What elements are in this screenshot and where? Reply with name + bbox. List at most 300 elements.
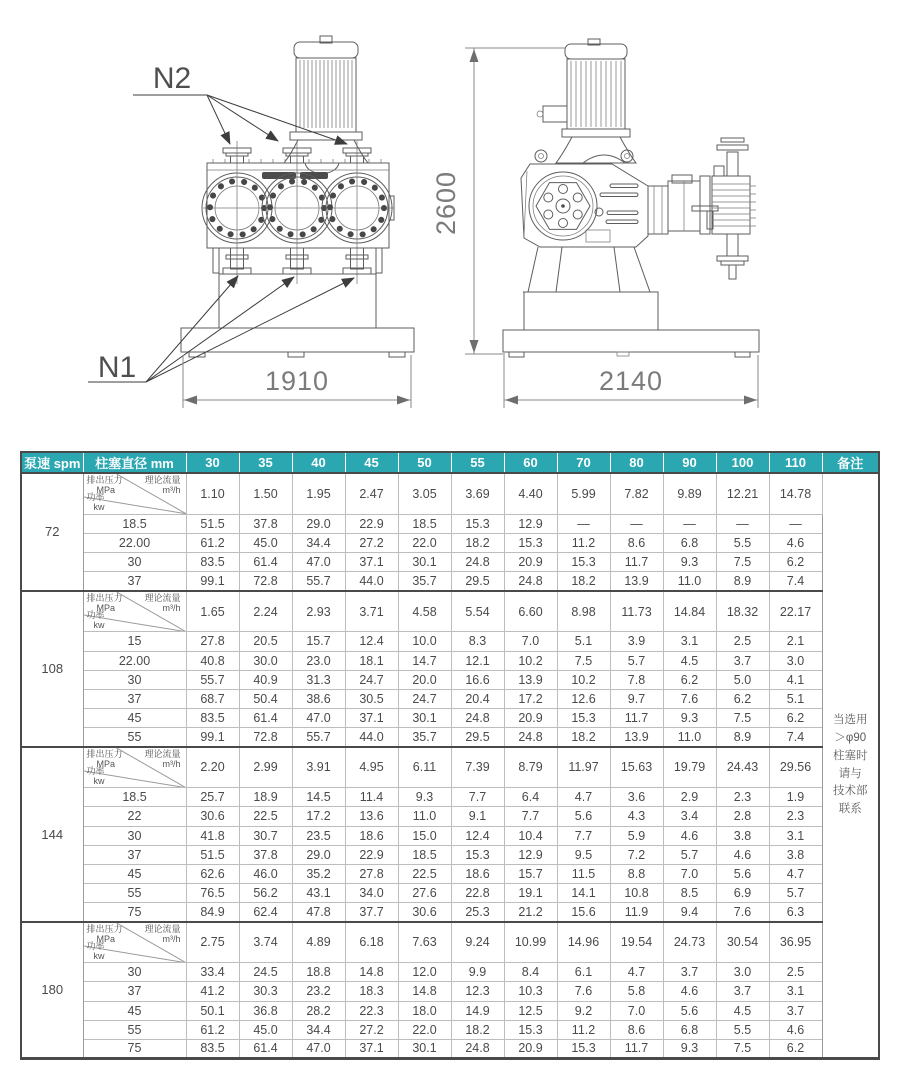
power-value: 15.7 [292,632,345,651]
power-value: 5.1 [557,632,610,651]
corner-header-cell [83,747,186,788]
power-value: 51.5 [186,514,239,533]
power-value: 36.8 [239,1001,292,1020]
power-row [21,708,879,727]
power-value: 4.6 [769,533,822,552]
power-value: 2.3 [769,807,822,826]
flow-value: 7.82 [610,473,663,514]
power-value: 34.4 [292,1020,345,1039]
power-value: 30.1 [398,708,451,727]
power-value: 11.2 [557,1020,610,1039]
power-value: 12.9 [504,845,557,864]
power-row [21,1039,879,1058]
power-value: 6.2 [663,670,716,689]
power-value: 12.9 [504,514,557,533]
power-value: 14.8 [345,963,398,982]
power-value: 11.5 [557,864,610,883]
power-value: 35.7 [398,572,451,591]
pressure-cell: 45 [83,1001,186,1020]
power-value: 11.7 [610,1039,663,1058]
power-value: 11.0 [663,727,716,746]
power-value: 9.1 [451,807,504,826]
discharge-pressure-label: 排出压力 MPa [86,475,123,496]
power-value: 12.4 [451,826,504,845]
flow-value: 5.54 [451,591,504,632]
power-value: 46.0 [239,864,292,883]
dimension-front-width [183,355,411,408]
power-value: 3.1 [769,982,822,1001]
power-value: 29.5 [451,727,504,746]
power-value: 29.0 [292,845,345,864]
side-view-drawing [503,39,759,357]
power-value: 18.0 [398,1001,451,1020]
power-value: 6.1 [557,963,610,982]
pump-speed-cell: 144 [21,747,83,922]
power-value: 15.3 [504,533,557,552]
flow-row [21,591,879,632]
power-value: 5.6 [557,807,610,826]
power-value: 31.3 [292,670,345,689]
pump-spec-table [20,451,880,1060]
power-value: 8.9 [716,727,769,746]
power-value: 2.9 [663,788,716,807]
power-value: 5.0 [716,670,769,689]
dim-2140-label: 2140 [598,366,664,396]
power-value: 37.1 [345,708,398,727]
col-header-remark: 备注 [822,452,879,473]
power-value: 9.3 [663,552,716,571]
power-value: 13.9 [610,727,663,746]
power-value: 40.8 [186,651,239,670]
flow-value: 3.91 [292,747,345,788]
power-value: 22.5 [239,807,292,826]
power-value: 83.5 [186,1039,239,1058]
power-value: 6.2 [769,708,822,727]
power-value: 4.6 [769,1020,822,1039]
power-value: 6.2 [769,552,822,571]
power-value: 7.8 [610,670,663,689]
power-row [21,727,879,746]
power-value: 12.6 [557,689,610,708]
pressure-cell: 45 [83,864,186,883]
power-value: 23.5 [292,826,345,845]
power-value: 15.3 [451,514,504,533]
remark-line: 技术部 [833,785,868,798]
power-value: 23.2 [292,982,345,1001]
power-value: — [663,514,716,533]
pressure-cell: 30 [83,670,186,689]
flow-value: 24.73 [663,922,716,963]
power-value: 45.0 [239,533,292,552]
flow-value: 2.75 [186,922,239,963]
power-value: 44.0 [345,572,398,591]
power-value: 20.4 [451,689,504,708]
flow-value: 14.84 [663,591,716,632]
power-value: 11.4 [345,788,398,807]
power-value: 15.3 [557,708,610,727]
power-value: 18.5 [398,845,451,864]
power-value: 2.3 [716,788,769,807]
power-value: 24.8 [451,552,504,571]
power-value: 28.2 [292,1001,345,1020]
power-value: 51.5 [186,845,239,864]
power-value: 9.3 [398,788,451,807]
power-value: 21.2 [504,902,557,921]
power-value: 22.0 [398,1020,451,1039]
power-value: 15.3 [557,1039,610,1058]
pressure-cell: 75 [83,902,186,921]
power-value: 61.2 [186,1020,239,1039]
power-value: 68.7 [186,689,239,708]
pressure-cell: 45 [83,708,186,727]
power-value: 13.6 [345,807,398,826]
pressure-cell: 22 [83,807,186,826]
power-value: 41.2 [186,982,239,1001]
power-value: 8.4 [504,963,557,982]
flow-value: 2.24 [239,591,292,632]
power-value: 30.6 [398,902,451,921]
pressure-cell: 37 [83,845,186,864]
power-value: 2.5 [769,963,822,982]
power-value: 43.1 [292,883,345,902]
power-value: 3.7 [716,982,769,1001]
power-value: 14.9 [451,1001,504,1020]
power-row [21,845,879,864]
power-value: — [557,514,610,533]
power-value: 3.1 [769,826,822,845]
flow-value: 1.10 [186,473,239,514]
flow-value: 8.98 [557,591,610,632]
power-value: 61.4 [239,1039,292,1058]
power-row [21,552,879,571]
power-value: 50.4 [239,689,292,708]
power-value: 9.5 [557,845,610,864]
power-value: 3.7 [769,1001,822,1020]
power-value: 8.9 [716,572,769,591]
power-value: 3.7 [663,963,716,982]
power-value: 27.8 [345,864,398,883]
power-row [21,864,879,883]
power-value: 4.6 [663,982,716,1001]
power-value: 47.0 [292,1039,345,1058]
power-value: 9.7 [610,689,663,708]
flow-value: 6.60 [504,591,557,632]
power-value: 12.4 [345,632,398,651]
power-value: 14.7 [398,651,451,670]
power-value: 5.8 [610,982,663,1001]
power-value: 9.2 [557,1001,610,1020]
power-value: 17.2 [292,807,345,826]
flow-value: 2.93 [292,591,345,632]
power-value: 22.9 [345,514,398,533]
flow-row [21,922,879,963]
corner-header-cell [83,473,186,514]
theoretical-flow-label: 理论流量 m³/h [144,748,181,769]
flow-value: 18.32 [716,591,769,632]
power-value: 55.7 [292,572,345,591]
power-value: 5.7 [769,883,822,902]
flow-value: 3.69 [451,473,504,514]
power-value: 14.5 [292,788,345,807]
flow-value: 10.99 [504,922,557,963]
flow-value: 11.73 [610,591,663,632]
power-value: 24.7 [345,670,398,689]
power-value: 6.8 [663,533,716,552]
power-value: 4.7 [557,788,610,807]
pressure-cell: 22.00 [83,533,186,552]
remark-line: 联系 [838,803,862,816]
flow-value: 5.99 [557,473,610,514]
front-view-drawing [181,36,414,357]
power-value: 6.4 [504,788,557,807]
power-row [21,632,879,651]
dim-2600-label: 2600 [431,170,461,236]
flow-value: 3.05 [398,473,451,514]
pump-speed-cell: 72 [21,473,83,591]
flow-value: 29.56 [769,747,822,788]
power-value: 37.8 [239,845,292,864]
power-value: 55.7 [186,670,239,689]
power-value: 18.5 [398,514,451,533]
power-row [21,883,879,902]
power-value: 7.4 [769,572,822,591]
power-value: 16.6 [451,670,504,689]
power-value: 5.6 [663,1001,716,1020]
power-row [21,689,879,708]
power-value: 3.8 [769,845,822,864]
power-value: 18.6 [345,826,398,845]
power-row [21,1020,879,1039]
flow-value: 3.74 [239,922,292,963]
col-header-diameter-70: 70 [557,452,610,473]
power-value: 34.4 [292,533,345,552]
col-header-diameter-60: 60 [504,452,557,473]
power-value: 7.5 [716,708,769,727]
col-header-diameter-80: 80 [610,452,663,473]
flow-value: 7.39 [451,747,504,788]
col-header-diameter-35: 35 [239,452,292,473]
flow-value: 19.79 [663,747,716,788]
power-value: 61.4 [239,552,292,571]
power-value: 18.2 [557,572,610,591]
power-value: 15.3 [557,552,610,571]
power-value: 25.3 [451,902,504,921]
power-value: 29.5 [451,572,504,591]
power-value: 11.0 [398,807,451,826]
power-value: 18.2 [557,727,610,746]
col-header-diameter-40: 40 [292,452,345,473]
power-row [21,670,879,689]
power-row [21,902,879,921]
power-value: 8.6 [610,533,663,552]
power-label: 功率 kw [86,940,105,961]
flow-value: 1.65 [186,591,239,632]
flow-value: 12.21 [716,473,769,514]
power-value: 55.7 [292,727,345,746]
flow-value: 9.89 [663,473,716,514]
power-value: 7.7 [557,826,610,845]
flow-value: 2.47 [345,473,398,514]
power-value: 33.4 [186,963,239,982]
label-n1: N1 [97,351,137,384]
power-value: 5.5 [716,1020,769,1039]
power-value: 7.5 [557,651,610,670]
power-value: 35.2 [292,864,345,883]
power-value: 10.3 [504,982,557,1001]
power-value: 61.2 [186,533,239,552]
power-value: 9.9 [451,963,504,982]
power-value: 3.0 [716,963,769,982]
power-value: 45.0 [239,1020,292,1039]
power-value: 6.8 [663,1020,716,1039]
power-value: 30.6 [186,807,239,826]
discharge-pressure-label: 排出压力 MPa [86,592,123,614]
power-value: 99.1 [186,572,239,591]
flow-value: 2.20 [186,747,239,788]
power-value: 4.3 [610,807,663,826]
flow-value: 4.40 [504,473,557,514]
power-value: 30.1 [398,552,451,571]
power-row [21,1001,879,1020]
pressure-cell: 37 [83,572,186,591]
power-row [21,514,879,533]
power-value: 56.2 [239,883,292,902]
power-value: 44.0 [345,727,398,746]
power-value: 20.5 [239,632,292,651]
power-value: 24.7 [398,689,451,708]
flow-row [21,747,879,788]
power-value: 24.8 [451,708,504,727]
power-value: 18.6 [451,864,504,883]
pressure-cell: 55 [83,883,186,902]
remark-line: 柱塞时 [833,749,868,762]
flow-value: 19.54 [610,922,663,963]
pump-technical-drawing [0,0,900,446]
power-value: 14.1 [557,883,610,902]
power-value: 4.6 [663,826,716,845]
power-value: 35.7 [398,727,451,746]
power-value: 7.4 [769,727,822,746]
power-value: 22.8 [451,883,504,902]
power-value: 22.9 [345,845,398,864]
label-n2: N2 [152,62,192,95]
power-value: 27.2 [345,1020,398,1039]
power-value: 5.9 [610,826,663,845]
power-value: 3.0 [769,651,822,670]
power-value: 37.8 [239,514,292,533]
pressure-cell: 18.5 [83,514,186,533]
power-value: 8.6 [610,1020,663,1039]
power-value: 8.3 [451,632,504,651]
power-value: 9.3 [663,708,716,727]
power-value: 6.2 [769,1039,822,1058]
power-value: 2.1 [769,632,822,651]
power-row [21,982,879,1001]
power-value: 10.4 [504,826,557,845]
flow-value: 6.18 [345,922,398,963]
pressure-cell: 30 [83,826,186,845]
flow-value: 1.50 [239,473,292,514]
power-value: 4.7 [769,864,822,883]
power-value: 7.5 [716,552,769,571]
power-value: 8.8 [610,864,663,883]
flow-value: 11.97 [557,747,610,788]
corner-header-cell [83,922,186,963]
flow-value: 2.99 [239,747,292,788]
power-value: 3.9 [610,632,663,651]
power-label: 功率 kw [86,492,105,513]
power-value: 27.8 [186,632,239,651]
power-value: 30.7 [239,826,292,845]
power-value: 12.0 [398,963,451,982]
power-value: 15.6 [557,902,610,921]
power-value: 62.6 [186,864,239,883]
corner-header-cell [83,591,186,632]
power-label: 功率 kw [86,765,105,786]
power-value: 30.0 [239,651,292,670]
power-value: 7.7 [504,807,557,826]
flow-value: 22.17 [769,591,822,632]
power-value: 5.6 [716,864,769,883]
col-header-diameter-45: 45 [345,452,398,473]
power-value: 7.6 [663,689,716,708]
power-value: 7.0 [504,632,557,651]
col-header-diameter-90: 90 [663,452,716,473]
power-value: 10.0 [398,632,451,651]
pressure-cell: 15 [83,632,186,651]
power-value: 18.9 [239,788,292,807]
power-value: 25.7 [186,788,239,807]
pressure-cell: 75 [83,1039,186,1058]
power-value: 7.6 [716,902,769,921]
power-value: 7.0 [610,1001,663,1020]
power-value: 2.5 [716,632,769,651]
power-value: 13.9 [610,572,663,591]
theoretical-flow-label: 理论流量 m³/h [144,475,181,496]
col-header-diameter-100: 100 [716,452,769,473]
power-value: 6.3 [769,902,822,921]
remark-cell [822,473,879,1059]
power-value: 9.4 [663,902,716,921]
flow-value: 6.11 [398,747,451,788]
power-value: 61.4 [239,708,292,727]
power-value: 24.8 [504,727,557,746]
power-value: 15.0 [398,826,451,845]
power-row [21,963,879,982]
power-value: 62.4 [239,902,292,921]
power-value: 10.8 [610,883,663,902]
pressure-cell: 55 [83,1020,186,1039]
discharge-pressure-label: 排出压力 MPa [86,923,123,944]
power-value: 5.7 [663,845,716,864]
flow-value: 3.71 [345,591,398,632]
power-value: 18.1 [345,651,398,670]
power-row [21,651,879,670]
power-value: 23.0 [292,651,345,670]
power-value: 72.8 [239,572,292,591]
remark-line: 当选用 [833,714,868,727]
power-value: 17.2 [504,689,557,708]
power-value: 10.2 [504,651,557,670]
dim-1910-label: 1910 [264,366,330,396]
power-row [21,826,879,845]
power-value: 47.0 [292,708,345,727]
power-value: 47.0 [292,552,345,571]
power-value: 41.8 [186,826,239,845]
power-value: — [716,514,769,533]
power-value: 24.8 [451,1039,504,1058]
power-value: 83.5 [186,552,239,571]
